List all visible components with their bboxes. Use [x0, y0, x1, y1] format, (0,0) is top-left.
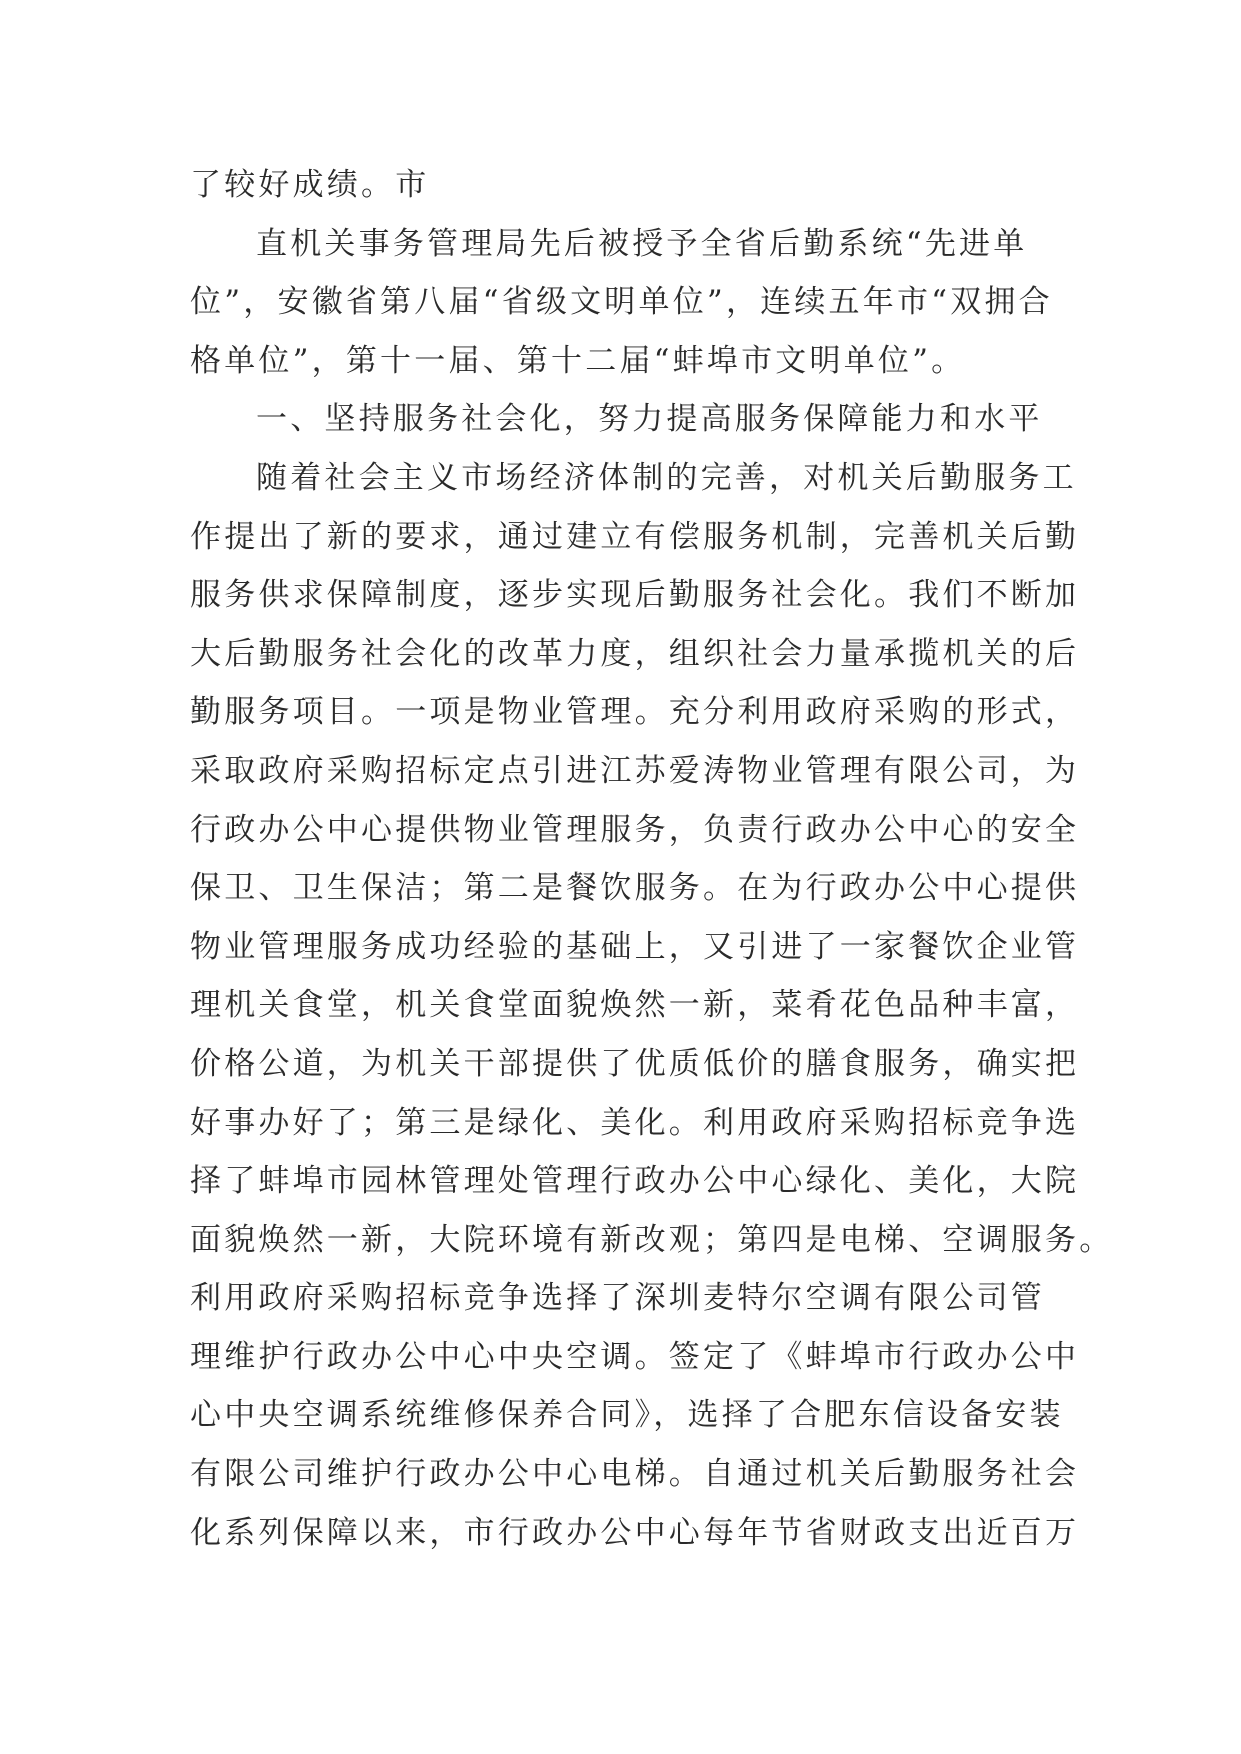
text-line: 位”，安徽省第八届“省级文明单位”，连续五年市“双拥合: [190, 284, 1053, 321]
text-line: 勤服务项目。一项是物业管理。充分利用政府采购的形式，: [190, 694, 1080, 731]
text-line: 利用政府采购招标竞争选择了深圳麦特尔空调有限公司管: [190, 1280, 1045, 1317]
text-line: 心中央空调系统维修保养合同》，选择了合肥东信设备安装: [190, 1397, 1064, 1434]
text-line: 了较好成绩。市: [190, 167, 430, 203]
text-line: 价格公道，为机关干部提供了优质低价的膳食服务，确实把: [190, 1045, 1080, 1082]
paragraph-first-line: 直机关事务管理局先后被授予全省后勤系统“先进单: [256, 225, 1028, 262]
text-line: 理维护行政办公中心中央空调。签定了《蚌埠市行政办公中: [190, 1338, 1080, 1375]
text-line: 大后勤服务社会化的改革力度，组织社会力量承揽机关的后: [190, 635, 1080, 672]
text-line: 作提出了新的要求，通过建立有偿服务机制，完善机关后勤: [190, 518, 1080, 555]
text-line: 格单位”，第十一届、第十二届“蚌埠市文明单位”。: [190, 342, 966, 379]
text-line: 保卫、卫生保洁；第二是餐饮服务。在为行政办公中心提供: [190, 870, 1080, 907]
document-body: [190, 156, 1114, 1562]
text-line: 采取政府采购招标定点引进江苏爱涛物业管理有限公司，为: [190, 752, 1080, 789]
text-line: 物业管理服务成功经验的基础上，又引进了一家餐饮企业管: [190, 928, 1080, 965]
text-line: 理机关食堂，机关食堂面貌焕然一新，菜肴花色品种丰富，: [190, 987, 1080, 1024]
paragraph-first-line: 随着社会主义市场经济体制的完善，对机关后勤服务工: [256, 459, 1077, 496]
text-line: 择了蚌埠市园林管理处管理行政办公中心绿化、美化，大院: [190, 1163, 1080, 1200]
text-line: 有限公司维护行政办公中心电梯。自通过机关后勤服务社会: [190, 1456, 1080, 1493]
text-line: 面貌焕然一新，大院环境有新改观；第四是电梯、空调服务。: [190, 1221, 1114, 1258]
text-line: 化系列保障以来，市行政办公中心每年节省财政支出近百万: [190, 1514, 1080, 1551]
text-line: 行政办公中心提供物业管理服务，负责行政办公中心的安全: [190, 811, 1080, 848]
paragraph-first-line: 一、坚持服务社会化，努力提高服务保障能力和水平: [256, 401, 1043, 438]
text-line: 好事办好了；第三是绿化、美化。利用政府采购招标竞争选: [190, 1104, 1080, 1141]
text-line: 服务供求保障制度，逐步实现后勤服务社会化。我们不断加: [190, 577, 1080, 614]
